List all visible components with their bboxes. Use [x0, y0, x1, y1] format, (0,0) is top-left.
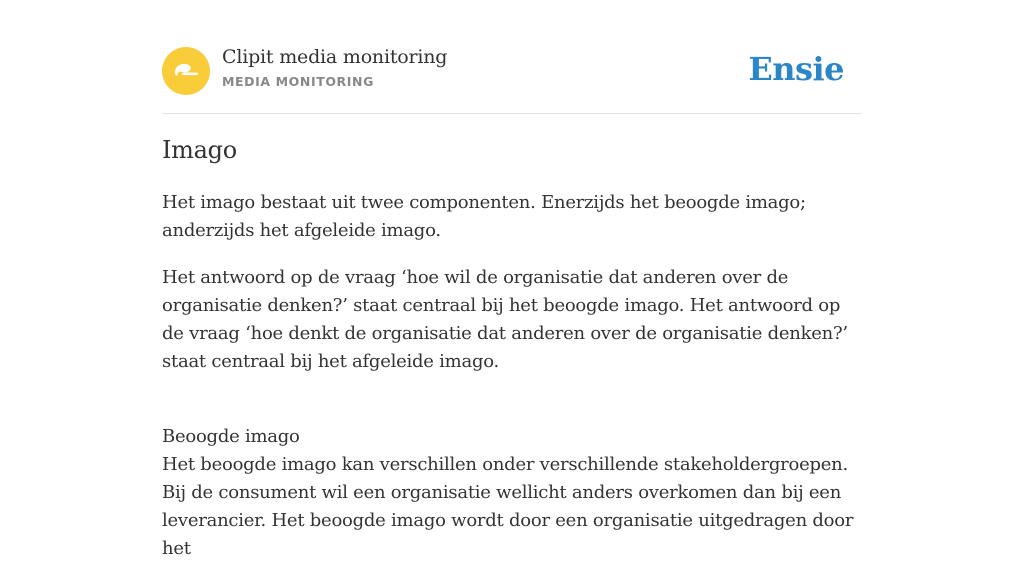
spacer [162, 395, 862, 423]
source-avatar[interactable] [162, 47, 210, 95]
article-header [162, 46, 862, 96]
article-title: Imago [162, 136, 237, 164]
section-heading: Beoogde imago [162, 426, 300, 447]
article-body [162, 189, 862, 563]
section-paragraph: Het beoogde imago kan verschillen onder verschillende stakeholdergroepen. Bij de consument wil een organisatie wellicht anders overkomen dan bij een leverancier. Het beoogde imago wordt door een organisatie uitgedragen door het [162, 454, 854, 559]
speech-bubble-icon [162, 47, 210, 95]
source-subtitle: MEDIA MONITORING [222, 74, 374, 89]
brand-logo[interactable]: Ensie [748, 50, 844, 88]
article-paragraph: Het antwoord op de vraag ‘hoe wil de organisatie dat anderen over de organisatie denken?’ staat centraal bij het beoogde imago. Het antwoord op de vraag ‘hoe denkt de organisatie dat anderen over de organisatie denken?’ staat centraal bij het afgeleide imago. [162, 267, 848, 372]
header-divider [162, 113, 862, 114]
source-name[interactable]: Clipit media monitoring [222, 46, 448, 68]
article-paragraph: Het imago bestaat uit twee componenten. Enerzijds het beoogde imago; anderzijds het afgeleide imago. [162, 192, 806, 241]
